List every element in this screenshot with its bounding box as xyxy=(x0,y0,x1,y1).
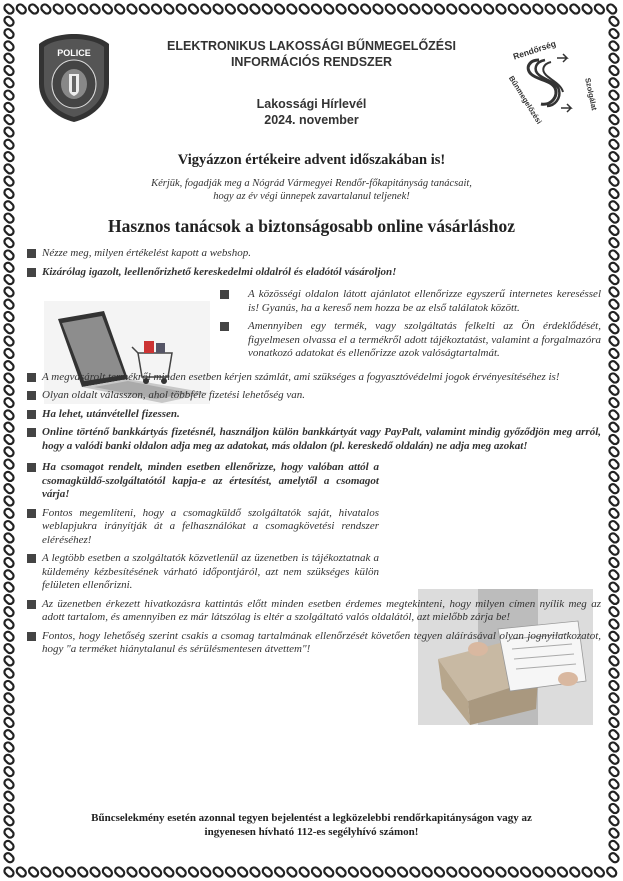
newsletter-label: Lakossági Hírlevél xyxy=(256,97,367,111)
newsletter-page xyxy=(22,20,601,861)
bullet-icon xyxy=(27,600,36,609)
header xyxy=(22,20,601,146)
bullet-icon xyxy=(27,632,36,641)
bullet-icon xyxy=(27,249,36,258)
tip-item: A közösségi oldalon látott ajánlatot ellenőrizze egyszerű internetes kereséssel is! Gyanús, ha a kereső nem hozza be az első találatok között. xyxy=(212,288,601,315)
tip-item: Fontos, hogy lehetőség szerint csakis a csomag tartalmának ellenőrzését követően tegyen aláírásával olyan jognyilatkozatot, hogy "a terméket hiánytalanul és sérülésmentesen átvettem"! xyxy=(22,630,601,657)
tip-item: A megvásárolt termékről minden esetben kérjen számlát, ami szükséges a fogyasztóvédelmi jogok érvényesítéséhez is! xyxy=(22,371,601,385)
svg-text:Bűnmegelőzési: Bűnmegelőzési xyxy=(506,74,544,126)
crime-prevention-service-logo xyxy=(501,38,599,128)
header-title-block xyxy=(122,38,501,128)
bullet-icon xyxy=(220,290,229,299)
bullet-icon xyxy=(27,428,36,437)
police-badge-logo xyxy=(36,32,112,124)
badge-top-text: POLICE xyxy=(57,48,91,58)
bullet-icon xyxy=(27,463,36,472)
intro-line1: Kérjük, fogadják meg a Nógrád Vármegyei Rendőr-főkapitányság tanácsait, xyxy=(151,178,472,189)
footer-line2: ingyenesen hívható 112-es segélyhívó számon! xyxy=(204,826,419,838)
svg-text:Rendőrség: Rendőrség xyxy=(511,38,558,62)
bullet-icon xyxy=(220,322,229,331)
tip-item: Amennyiben egy termék, vagy szolgáltatás felkelti az Ön érdeklődését, figyelmesen olvassa el a termékről adott tájékoztatást, valamint a forgalmazóra vonatkozó adatokat és ellenőrizze azok valóságtartalmát. xyxy=(212,320,601,361)
tip-item: Fontos megemlíteni, hogy a csomagküldő szolgáltatók saját, hivatalos weblapjukra irányítják át a felhasználókat a csomagkövetési rendszer eléréséhez! xyxy=(22,507,379,548)
org-name-line1: ELEKTRONIKUS LAKOSSÁGI BŰNMEGELŐZÉSI xyxy=(167,39,456,53)
tip-item: Olyan oldalt válasszon, ahol többféle fizetési lehetőség van. xyxy=(22,389,601,403)
newsletter-date: 2024. november xyxy=(264,113,359,127)
footer-line1: Bűncselekmény esetén azonnal tegyen bejelentést a legközelebbi rendőrkapitányságon vagy az xyxy=(91,812,532,824)
bullet-icon xyxy=(27,373,36,382)
bullet-icon xyxy=(27,391,36,400)
bullet-icon xyxy=(27,509,36,518)
tips-list xyxy=(22,247,601,657)
tip-item: Nézze meg, milyen értékelést kapott a webshop. xyxy=(22,247,601,261)
tip-item: Online történő bankkártyás fizetésnél, használjon külön bankkártyát vagy PayPalt, valamint mindig győződjön meg arról, hogy a valódi banki oldalon adja meg az adatokat, más oldalon (pl. kereskedő oldalán) ne adja meg azokat! xyxy=(22,426,601,453)
intro-line2: hogy az év végi ünnepek zavartalanul teljenek! xyxy=(213,191,410,202)
tagline: Vigyázzon értékeire advent időszakában is! xyxy=(177,152,446,168)
tip-item: A legtöbb esetben a szolgáltatók közvetlenül az üzenetben is tájékoztatnak a küldemény kézbesítésének várható időpontjáról, azt nem szükséges külön felületen ellenőrizni. xyxy=(22,552,379,593)
tip-item: Kizárólag igazolt, leellenőrizhető kereskedelmi oldalról és eladótól vásároljon! xyxy=(22,266,601,280)
tip-item: Ha lehet, utánvétellel fizessen. xyxy=(22,408,601,422)
footer-emergency-note xyxy=(22,811,601,839)
bullet-icon xyxy=(27,410,36,419)
tip-item: Ha csomagot rendelt, minden esetben ellenőrizze, hogy valóban attól a csomagküldő-szolgáltatótól kapja-e az értesítést, amelytől a csomagot várja! xyxy=(22,461,379,502)
svg-text:Szolgálat: Szolgálat xyxy=(583,77,599,112)
org-name-line2: INFORMÁCIÓS RENDSZER xyxy=(230,55,393,69)
intro-text xyxy=(22,177,601,203)
bullet-icon xyxy=(27,268,36,277)
tip-item: Az üzenetben érkezett hivatkozásra kattintás előtt minden esetben érdemes megtekinteni, hogy milyen címen nyílik meg az adott tartalom, és amennyiben ez már látszólag is eltér a szolgáltató valós oldalától, azt mielőbb zárja be! xyxy=(22,598,601,625)
bullet-icon xyxy=(27,554,36,563)
main-title: Hasznos tanácsok a biztonságosabb online vásárláshoz xyxy=(108,216,515,236)
